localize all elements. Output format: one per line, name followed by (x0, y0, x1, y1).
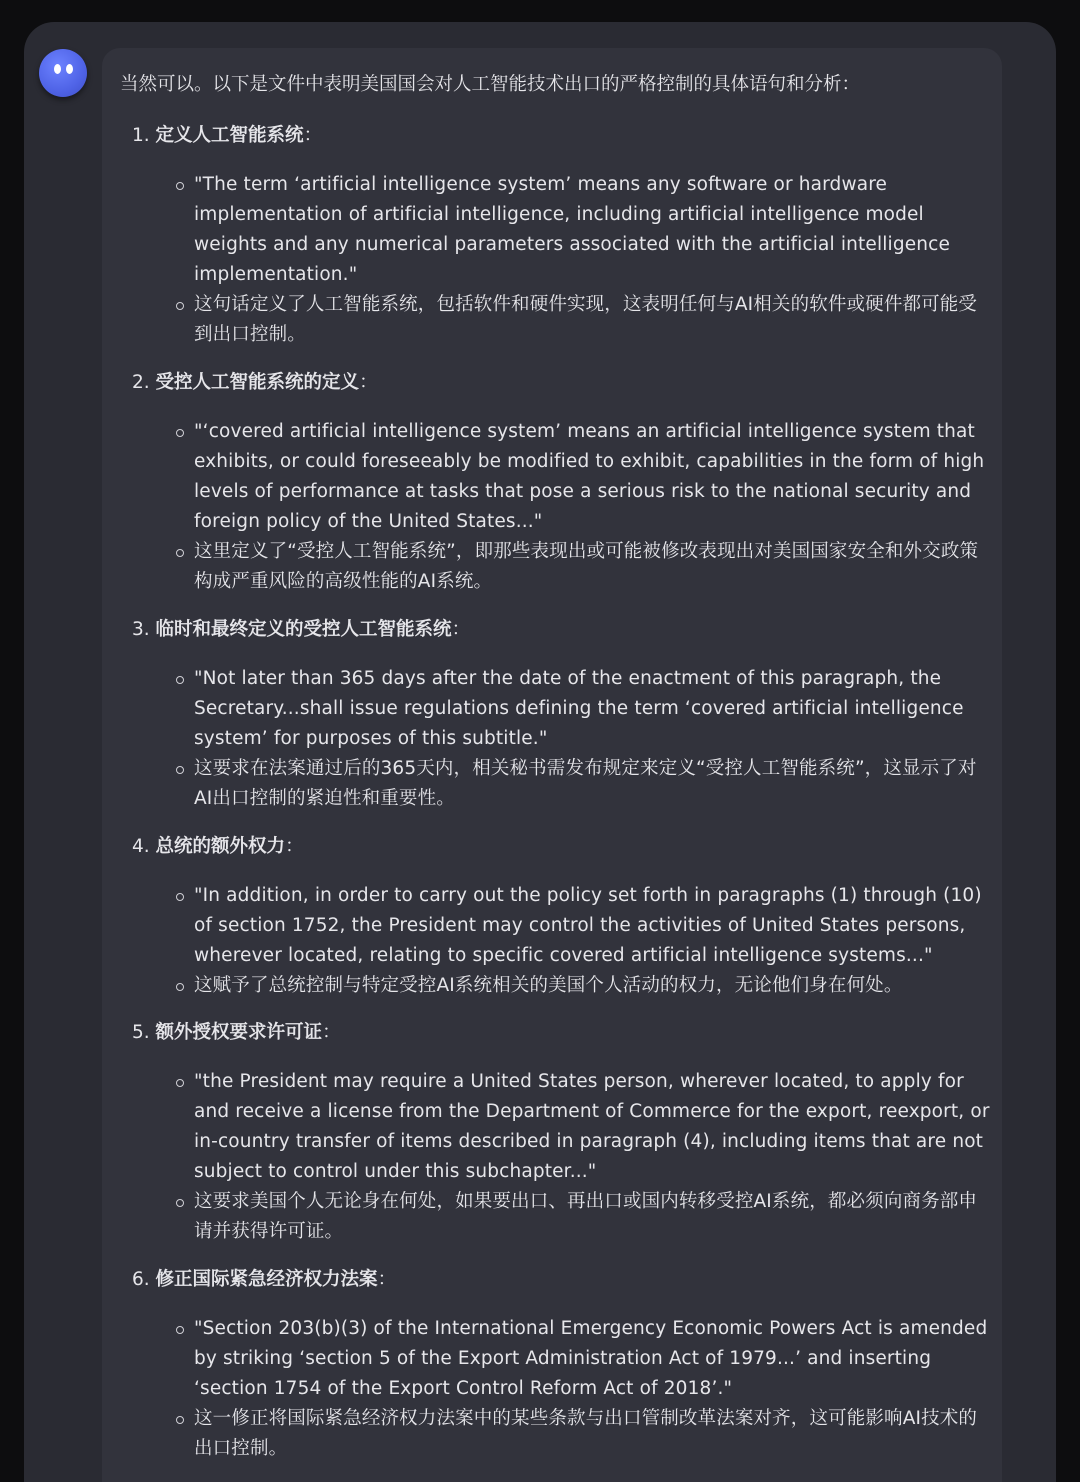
section-title: 临时和最终定义的受控人工智能系统 (155, 619, 452, 640)
bullet-list (132, 170, 992, 350)
section-colon: ： (285, 836, 304, 857)
bullet-list (132, 881, 992, 1001)
bullet-list (132, 664, 992, 814)
section-colon: ： (322, 1022, 341, 1043)
bullet-list (132, 1314, 992, 1464)
section-number: 2. (132, 372, 150, 393)
assistant-message-bubble (102, 48, 1002, 1482)
section-title: 总统的额外权力 (155, 836, 286, 857)
quote-text: "The term ‘artificial intelligence system’ means any software or hardware implementation of artificial intelligence, including artificial intelligence model weights and any numerical parameters associated with the artificial intelligence implementation." (194, 174, 950, 285)
section-heading (132, 121, 992, 151)
section-2 (132, 368, 992, 597)
section-colon: ： (303, 125, 323, 146)
section-number: 5. (132, 1022, 150, 1043)
analysis-text: 这一修正将国际紧急经济权力法案中的某些条款与出口管制改革法案对齐，这可能影响AI技术的出口控制。 (194, 1408, 978, 1459)
section-6 (132, 1265, 992, 1464)
section-heading (132, 368, 992, 398)
analysis-bullet (132, 754, 992, 814)
message-intro: 当然可以。以下是文件中表明美国国会对人工智能技术出口的严格控制的具体语句和分析： (120, 74, 861, 95)
quote-bullet (132, 417, 992, 537)
section-colon: ： (451, 619, 471, 640)
analysis-bullet (132, 1404, 992, 1464)
section-title: 修正国际紧急经济权力法案 (155, 1269, 378, 1290)
section-colon: ： (377, 1269, 397, 1290)
analysis-text: 这赋予了总统控制与特定受控AI系统相关的美国个人活动的权力，无论他们身在何处。 (194, 975, 903, 996)
analysis-text: 这里定义了“受控人工智能系统”，即那些表现出或可能被修改表现出对美国国家安全和外交政策构成严重风险的高级性能的AI系统。 (194, 541, 979, 592)
bullet-list (132, 1067, 992, 1247)
bullet-circle-icon (176, 182, 184, 190)
quote-bullet (132, 1314, 992, 1404)
analysis-bullet (132, 1187, 992, 1247)
bullet-circle-icon (176, 302, 184, 310)
section-colon: ： (359, 372, 378, 393)
bullet-circle-icon (176, 676, 184, 684)
section-heading (132, 615, 992, 645)
quote-bullet (132, 664, 992, 754)
section-number: 3. (132, 619, 150, 640)
bullet-circle-icon (176, 983, 184, 991)
quote-bullet (132, 881, 992, 971)
quote-bullet (132, 170, 992, 290)
analysis-bullet (132, 290, 992, 350)
section-title: 定义人工智能系统 (155, 125, 304, 146)
section-1 (132, 121, 992, 350)
analysis-text: 这要求美国个人无论身在何处，如果要出口、再出口或国内转移受控AI系统，都必须向商务部申请并获得许可证。 (194, 1191, 978, 1242)
section-title: 额外授权要求许可证 (155, 1022, 323, 1043)
section-number: 4. (132, 836, 150, 857)
section-number: 1. (132, 125, 150, 146)
section-3 (132, 615, 992, 814)
section-5 (132, 1018, 992, 1247)
quote-text: "‘covered artificial intelligence system’ means an artificial intelligence system that exhibits, or could foreseeably be modified to exhibit, capabilities in the form of high levels of performance at tasks that pose a serious risk to the national security and foreign policy of the United States..." (194, 421, 985, 532)
bullet-circle-icon (176, 1326, 184, 1334)
assistant-avatar[interactable] (39, 49, 87, 97)
analysis-bullet (132, 537, 992, 597)
quote-text: "Section 203(b)(3) of the International Emergency Economic Powers Act is amended by striking ‘section 5 of the Export Administration Act of 1979...’ and inserting ‘section 1754 of the Export Control Reform Act of 2018’." (194, 1318, 988, 1399)
bullet-list (132, 417, 992, 597)
section-heading (132, 1018, 992, 1048)
section-4 (132, 832, 992, 1001)
analysis-bullet (132, 971, 992, 1001)
bullet-circle-icon (176, 893, 184, 901)
section-heading (132, 832, 992, 862)
section-number: 6. (132, 1269, 150, 1290)
analysis-text: 这句话定义了人工智能系统，包括软件和硬件实现，这表明任何与AI相关的软件或硬件都可能受到出口控制。 (194, 294, 978, 345)
avatar-right-eye (66, 64, 73, 74)
bullet-circle-icon (176, 549, 184, 557)
section-heading (132, 1265, 992, 1295)
analysis-text: 这要求在法案通过后的365天内，相关秘书需发布规定来定义“受控人工智能系统”，这显示了对AI出口控制的紧迫性和重要性。 (194, 758, 977, 809)
chat-window (24, 22, 1056, 1482)
quote-text: "the President may require a United States person, wherever located, to apply for and receive a license from the Department of Commerce for the export, reexport, or in-country transfer of items described in paragraph (4), including items that are not subject to control under this subchapter..." (194, 1071, 990, 1182)
bullet-circle-icon (176, 429, 184, 437)
quote-bullet (132, 1067, 992, 1187)
section-title: 受控人工智能系统的定义 (155, 372, 360, 393)
quote-text: "Not later than 365 days after the date of the enactment of this paragraph, the Secretary...shall issue regulations defining the term ‘covered artificial intelligence system’ for purposes of this subtitle." (194, 668, 964, 749)
bullet-circle-icon (176, 1199, 184, 1207)
quote-text: "In addition, in order to carry out the policy set forth in paragraphs (1) through (10) of section 1752, the President may control the activities of United States persons, wherever located, relating to specific covered artificial intelligence systems..." (194, 885, 982, 966)
avatar-left-eye (54, 64, 61, 74)
bullet-circle-icon (176, 1416, 184, 1424)
bullet-circle-icon (176, 1079, 184, 1087)
bullet-circle-icon (176, 766, 184, 774)
